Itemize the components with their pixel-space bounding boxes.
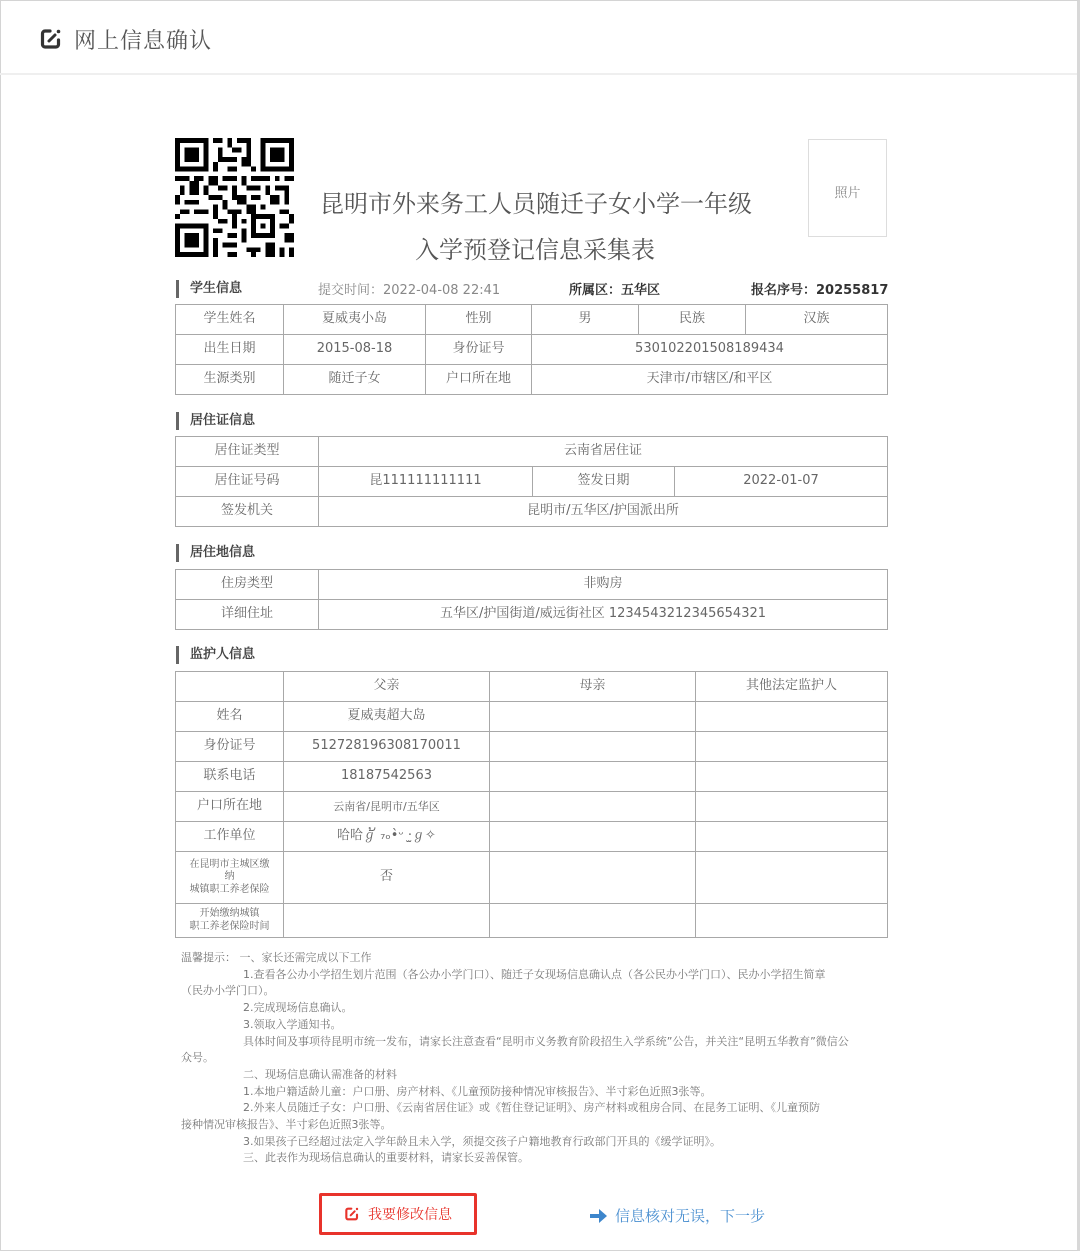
mother-id	[490, 732, 696, 762]
reminder-notes	[181, 950, 887, 1167]
other-name	[696, 702, 888, 732]
table-row	[176, 467, 888, 497]
note-line: 1.本地户籍适龄儿童：户口册、房产材料、《儿童预防接种情况审核报告》、半寸彩色近照3张等。	[243, 1084, 712, 1098]
note-line: 具体时间及事项待昆明市统一发布，请家长注意查看“昆明市义务教育阶段招生入学系统”公告，并关注“昆明五华教育”微信公	[243, 1034, 849, 1048]
father-employer: 哈哈ℊ້ ₇ₒ•̀ᵕ ·̫ℊ✧	[284, 822, 490, 852]
cell-label-pension-start	[176, 904, 284, 938]
guardian-table	[175, 671, 888, 938]
other-hukou	[696, 792, 888, 822]
cell-label: 工作单位	[176, 822, 284, 852]
permit-number-value: 昆111111111111	[319, 467, 533, 497]
hukou-value: 天津市/市辖区/和平区	[532, 365, 888, 395]
next-step-label: 信息核对无误，下一步	[615, 1207, 766, 1225]
form-title-line1: 昆明市外来务工人员随迁子女小学一年级	[320, 190, 752, 218]
mother-employer	[490, 822, 696, 852]
cell-label: 民族	[639, 305, 746, 335]
section-title-residence: 居住地信息	[176, 544, 255, 562]
submit-time: 提交时间：2022-04-08 22:41	[318, 283, 501, 298]
section-title-student: 学生信息	[176, 280, 242, 298]
note-line: 2.外来人员随迁子女：户口册、《云南省居住证》或《暂住登记证明》、房产材料或租房合同、在昆务工证明、《儿童预防	[243, 1101, 820, 1115]
cell-label: 住房类型	[176, 570, 319, 600]
district: 所属区：五华区	[569, 283, 661, 298]
mother-pension	[490, 852, 696, 904]
edit-info-button[interactable]	[319, 1193, 477, 1235]
cell-label: 身份证号	[176, 732, 284, 762]
mother-name	[490, 702, 696, 732]
note-line: 二、现场信息确认需准备的材料	[243, 1067, 397, 1081]
label-line: 开始缴纳城镇	[199, 908, 260, 919]
cell-label: 性别	[426, 305, 532, 335]
label-line: 职工养老保险时间	[189, 920, 270, 932]
cell-label: 户口所在地	[426, 365, 532, 395]
note-line: 接种情况审核报告》、半寸彩色近照3张等。	[181, 1118, 392, 1132]
table-row	[176, 437, 888, 467]
table-row	[176, 497, 888, 527]
note-line: 温馨提示： 一、家长还需完成以下工作	[181, 951, 372, 964]
table-header-row	[176, 672, 888, 702]
cell-label: 姓名	[176, 702, 284, 732]
table-row	[176, 702, 888, 732]
housing-type-value: 非购房	[319, 570, 888, 600]
note-line: （民办小学门口）。	[181, 984, 275, 998]
table-row	[176, 335, 888, 365]
form-title-line2: 入学预登记信息采集表	[415, 236, 655, 264]
section-title-residence-permit: 居住证信息	[176, 412, 255, 430]
registration-number: 报名序号：20255817	[751, 283, 889, 298]
column-header-mother: 母亲	[490, 672, 696, 702]
cell-label: 身份证号	[426, 335, 532, 365]
residence-permit-table	[175, 436, 888, 527]
label-line: 在昆明市主城区缴	[189, 858, 270, 870]
table-row	[176, 305, 888, 335]
cell-label: 详细住址	[176, 600, 319, 630]
cell-label: 出生日期	[176, 335, 284, 365]
cell-label: 签发机关	[176, 497, 319, 527]
photo-placeholder: 照片	[808, 139, 887, 237]
label-line: 纳	[224, 871, 235, 883]
father-phone: 18187542563	[284, 762, 490, 792]
table-row	[176, 600, 888, 630]
ethnicity-value: 汉族	[746, 305, 888, 335]
section-title-guardian: 监护人信息	[176, 646, 255, 664]
mother-hukou	[490, 792, 696, 822]
other-pension-start	[696, 904, 888, 938]
cell-label: 户口所在地	[176, 792, 284, 822]
address-value: 五华区/护国街道/威远街社区 1234543212345654321	[319, 600, 888, 630]
father-hukou: 云南省/昆明市/五华区	[284, 792, 490, 822]
cell-label: 生源类别	[176, 365, 284, 395]
edit-square-icon	[39, 27, 63, 51]
gender-value: 男	[532, 305, 639, 335]
cell-label: 学生姓名	[176, 305, 284, 335]
edit-square-icon	[344, 1206, 360, 1222]
note-line: 1.查看各公办小学招生划片范围（各公办小学门口）、随迁子女现场信息确认点（各公民办小学门口）、民办小学招生简章	[243, 967, 826, 981]
note-line: 三、此表作为现场信息确认的重要材料，请家长妥善保管。	[243, 1151, 529, 1165]
table-row	[176, 852, 888, 904]
father-id: 512728196308170011	[284, 732, 490, 762]
note-line: 3.如果孩子已经超过法定入学年龄且未入学，须提交孩子户籍地教育行政部门开具的《缓学证明》。	[243, 1134, 721, 1148]
note-line: 2.完成现场信息确认。	[243, 1001, 353, 1015]
father-name: 夏威夷超大岛	[284, 702, 490, 732]
birth-date-value: 2015-08-18	[284, 335, 426, 365]
other-phone	[696, 762, 888, 792]
page-header	[0, 0, 1077, 75]
table-row	[176, 762, 888, 792]
cell-label: 居住证类型	[176, 437, 319, 467]
father-pension: 否	[284, 852, 490, 904]
student-info-table	[175, 304, 888, 395]
table-row	[176, 822, 888, 852]
next-step-button[interactable]	[590, 1205, 765, 1226]
edit-info-label: 我要修改信息	[368, 1207, 452, 1223]
residence-table	[175, 569, 888, 630]
label-line: 城镇职工养老保险	[189, 883, 270, 895]
cell-label: 联系电话	[176, 762, 284, 792]
table-row	[176, 904, 888, 938]
column-header-other: 其他法定监护人	[696, 672, 888, 702]
other-pension	[696, 852, 888, 904]
issuing-authority-value: 昆明市/五华区/护国派出所	[319, 497, 888, 527]
table-row	[176, 792, 888, 822]
note-line: 3.领取入学通知书。	[243, 1017, 342, 1031]
mother-phone	[490, 762, 696, 792]
father-pension-start	[284, 904, 490, 938]
cell-label: 居住证号码	[176, 467, 319, 497]
qr-code-icon	[175, 138, 294, 257]
student-name-value: 夏威夷小岛	[284, 305, 426, 335]
permit-type-value: 云南省居住证	[319, 437, 888, 467]
other-employer	[696, 822, 888, 852]
student-type-value: 随迁子女	[284, 365, 426, 395]
page-title: 网上信息确认	[74, 29, 213, 54]
table-row	[176, 570, 888, 600]
arrow-right-icon	[590, 1209, 607, 1223]
issue-date-value: 2022-01-07	[675, 467, 888, 497]
table-row	[176, 365, 888, 395]
other-id	[696, 732, 888, 762]
cell-label: 签发日期	[533, 467, 675, 497]
column-header	[176, 672, 284, 702]
cell-label-pension	[176, 852, 284, 904]
note-line: 众号。	[181, 1051, 214, 1065]
table-row	[176, 732, 888, 762]
mother-pension-start	[490, 904, 696, 938]
column-header-father: 父亲	[284, 672, 490, 702]
id-number-value: 530102201508189434	[532, 335, 888, 365]
